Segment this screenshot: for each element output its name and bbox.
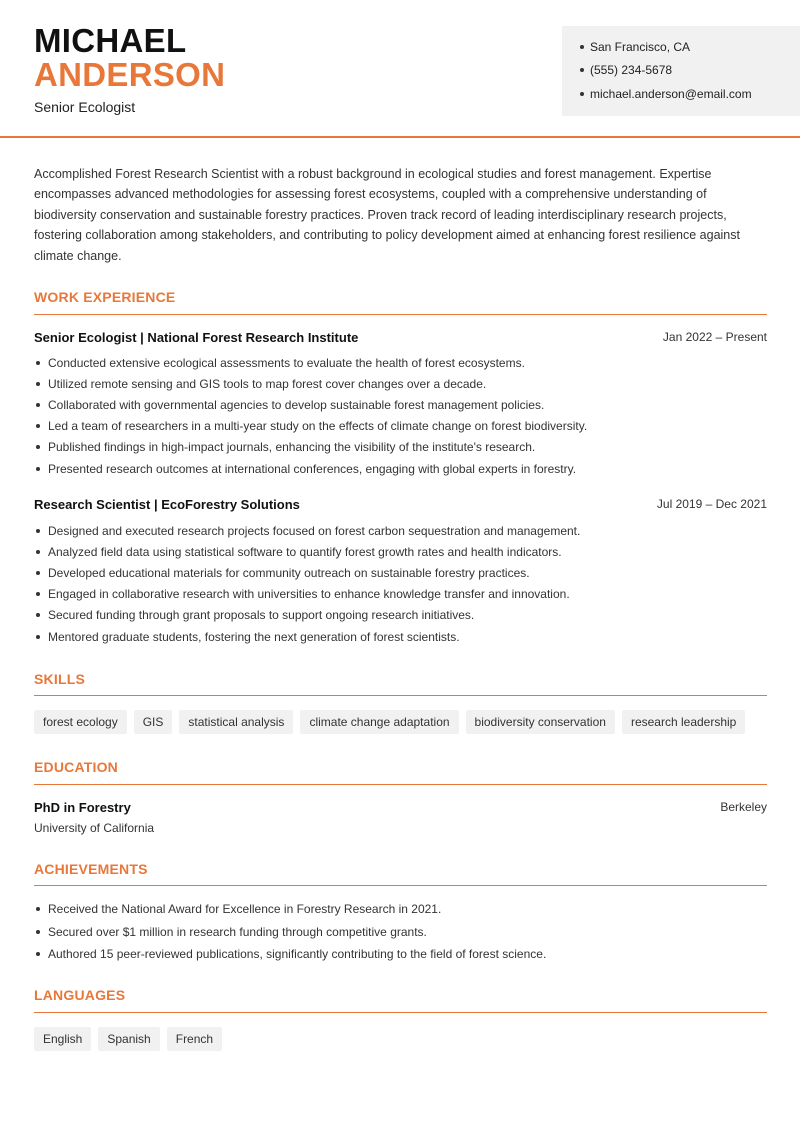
language-tag: English — [34, 1027, 91, 1051]
list-item — [34, 605, 767, 626]
list-item-text: Secured over $1 million in research funding through competitive grants. — [48, 924, 427, 939]
contact-box — [562, 26, 800, 116]
job-entry-header — [34, 330, 767, 348]
section-divider — [34, 1012, 767, 1013]
list-item-text: Developed educational materials for community outreach on sustainable forestry practices. — [48, 565, 530, 580]
job-role: Research Scientist | EcoForestry Solutions — [34, 497, 300, 512]
contact-phone — [580, 63, 672, 77]
skill-tag: biodiversity conservation — [466, 710, 615, 734]
job-dates: Jan 2022 – Present — [662, 330, 767, 344]
job-dates: Jul 2019 – Dec 2021 — [656, 497, 767, 511]
section-divider — [34, 784, 767, 785]
list-item-text: Conducted extensive ecological assessments to evaluate the health of forest ecosystems. — [48, 355, 525, 370]
first-name: MICHAEL — [34, 22, 187, 59]
languages-heading: LANGUAGES — [34, 987, 126, 1003]
education-degree: PhD in Forestry — [34, 800, 131, 815]
list-item — [34, 562, 767, 583]
section-divider — [34, 314, 767, 315]
skills-list — [34, 710, 745, 734]
achievements-list — [34, 898, 767, 965]
list-item — [34, 520, 767, 541]
bullet-icon — [36, 550, 40, 554]
bullet-icon — [580, 68, 584, 72]
list-item — [34, 943, 767, 965]
language-tag: Spanish — [98, 1027, 159, 1051]
bullet-icon — [36, 445, 40, 449]
list-item-text: Utilized remote sensing and GIS tools to map forest cover changes over a decade. — [48, 376, 487, 391]
language-tag: French — [167, 1027, 222, 1051]
bullet-icon — [36, 403, 40, 407]
bullet-icon — [36, 930, 40, 934]
bullet-icon — [36, 907, 40, 911]
skill-tag: statistical analysis — [179, 710, 293, 734]
job-bullet-list — [34, 352, 767, 479]
list-item-text: Engaged in collaborative research with universities to enhance knowledge transfer and innovation. — [48, 587, 570, 602]
bullet-icon — [36, 361, 40, 365]
list-item — [34, 898, 767, 920]
job-role: Senior Ecologist | National Forest Research Institute — [34, 330, 359, 345]
list-item — [34, 373, 767, 394]
list-item — [34, 437, 767, 458]
list-item-text: Designed and executed research projects focused on forest carbon sequestration and management. — [48, 523, 581, 538]
list-item — [34, 416, 767, 437]
contact-location — [580, 40, 690, 54]
list-item — [34, 541, 767, 562]
list-item — [34, 584, 767, 605]
bullet-icon — [36, 424, 40, 428]
contact-phone-text: (555) 234-5678 — [590, 63, 673, 77]
skill-tag: research leadership — [622, 710, 745, 734]
education-heading: EDUCATION — [34, 759, 118, 775]
list-item-text: Presented research outcomes at international conferences, engaging with global experts in forestry. — [48, 461, 577, 476]
skill-tag: GIS — [134, 710, 173, 734]
bullet-icon — [36, 952, 40, 956]
contact-email-text[interactable]: michael.anderson@email.com — [590, 87, 752, 101]
bullet-icon — [36, 529, 40, 533]
skills-heading: SKILLS — [34, 671, 85, 687]
list-item-text: Authored 15 peer-reviewed publications, significantly contributing to the field of forest science. — [48, 946, 547, 961]
bullet-icon — [36, 382, 40, 386]
bullet-icon — [580, 92, 584, 96]
list-item — [34, 352, 767, 373]
bullet-icon — [36, 592, 40, 596]
list-item-text: Secured funding through grant proposals to support ongoing research initiatives. — [48, 608, 475, 623]
bullet-icon — [36, 635, 40, 639]
list-item-text: Received the National Award for Excellence in Forestry Research in 2021. — [48, 902, 442, 917]
list-item-text: Analyzed field data using statistical software to quantify forest growth rates and health indicators. — [48, 544, 562, 559]
resume-header — [0, 0, 800, 138]
last-name: ANDERSON — [34, 56, 226, 93]
bullet-icon — [580, 45, 584, 49]
achievements-heading: ACHIEVEMENTS — [34, 861, 148, 877]
bullet-icon — [36, 613, 40, 617]
languages-list — [34, 1027, 222, 1051]
list-item — [34, 394, 767, 415]
summary-paragraph: Accomplished Forest Research Scientist with a robust background in ecological studies and forest management. Expertise encompasses advanced methodologies for assessing forest ecosystems, coupled with a comprehensive understanding of biodiversity conservation and sustainable forestry practices. Proven track record of leading interdisciplinary research projects, fostering collaboration among stakeholders, and contributing to policy development aimed at enhancing forest resilience against climate change. — [34, 167, 740, 263]
education-location: Berkeley — [720, 800, 767, 814]
skill-tag: forest ecology — [34, 710, 127, 734]
list-item-text: Mentored graduate students, fostering the next generation of forest scientists. — [48, 629, 460, 644]
list-item-text: Published findings in high-impact journals, enhancing the visibility of the institute's research. — [48, 440, 536, 455]
list-item-text: Led a team of researchers in a multi-year study on the effects of climate change on forest biodiversity. — [48, 419, 588, 434]
bullet-icon — [36, 467, 40, 471]
bullet-icon — [36, 571, 40, 575]
job-title: Senior Ecologist — [34, 99, 136, 115]
section-divider — [34, 885, 767, 886]
work-experience-heading: WORK EXPERIENCE — [34, 289, 176, 305]
section-divider — [34, 695, 767, 696]
education-school: University of California — [34, 821, 155, 835]
list-item — [34, 920, 767, 942]
contact-location-text: San Francisco, CA — [590, 40, 691, 54]
list-item — [34, 626, 767, 647]
list-item-text: Collaborated with governmental agencies to develop sustainable forest management policies. — [48, 397, 545, 412]
job-bullet-list — [34, 520, 767, 647]
contact-email[interactable] — [580, 87, 752, 101]
job-entry-header — [34, 497, 767, 515]
list-item — [34, 458, 767, 479]
skill-tag: climate change adaptation — [300, 710, 458, 734]
